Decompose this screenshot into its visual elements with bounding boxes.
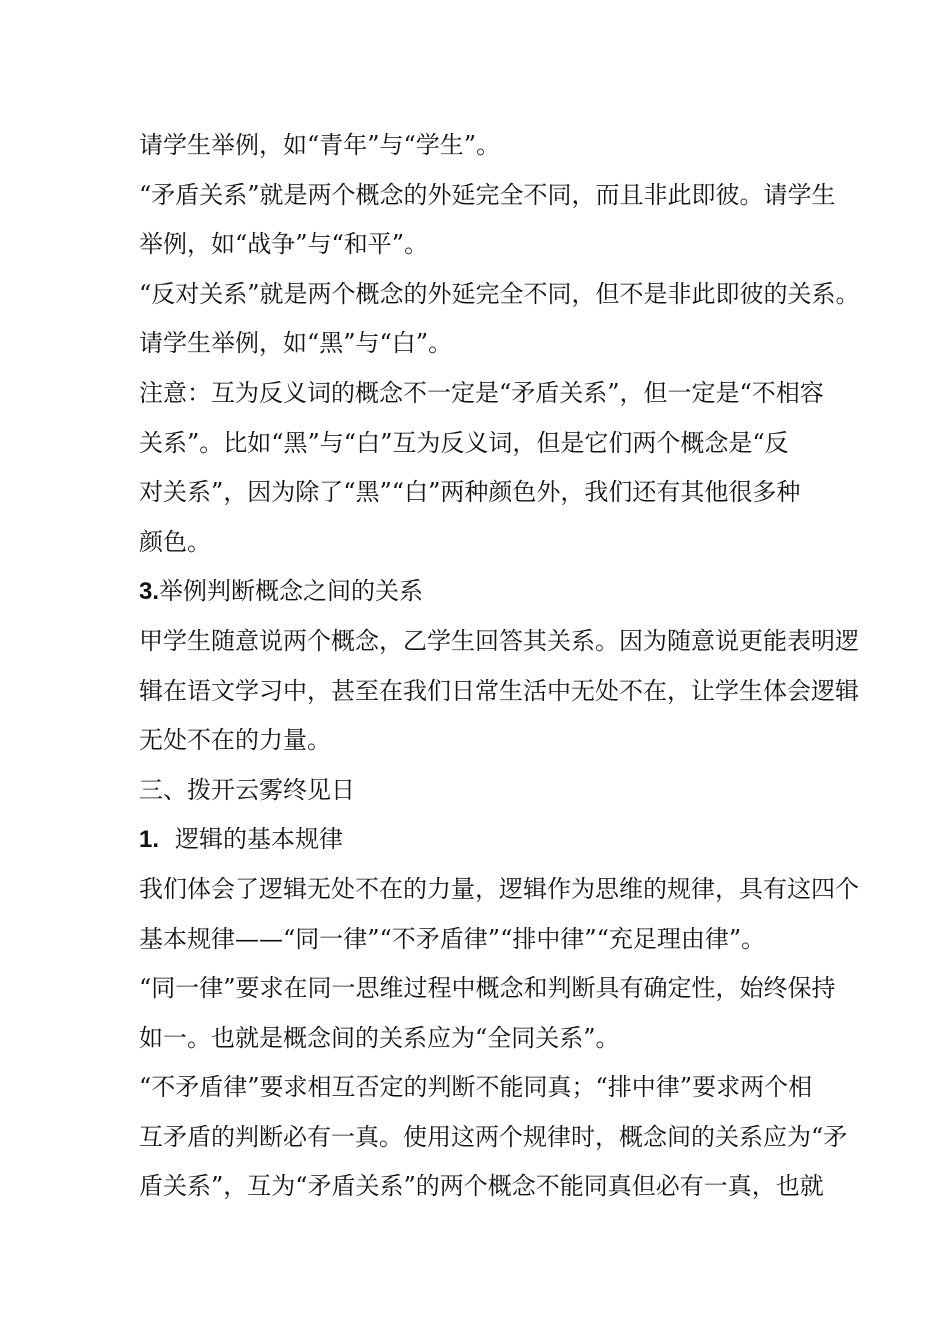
paragraph-line: 甲学生随意说两个概念，乙学生回答其关系。因为随意说更能表明逻 xyxy=(139,626,859,655)
paragraph-line: 颜色。 xyxy=(139,527,211,556)
paragraph-line: 我们体会了逻辑无处不在的力量，逻辑作为思维的规律，具有这四个 xyxy=(139,874,859,903)
paragraph-line: 互矛盾的判断必有一真。使用这两个规律时，概念间的关系应为“矛 xyxy=(139,1122,848,1151)
paragraph-line: “反对关系”就是两个概念的外延完全不同，但不是非此即彼的关系。 xyxy=(139,279,860,308)
section-heading-3 xyxy=(139,567,819,617)
section-number: 1. xyxy=(139,826,160,854)
body-text xyxy=(139,121,860,1212)
paragraph-line: “同一律”要求在同一思维过程中概念和判断具有确定性，始终保持 xyxy=(139,974,836,1003)
paragraph-line: 盾关系”，互为“矛盾关系”的两个概念不能同真但必有一真，也就 xyxy=(139,1172,824,1201)
paragraph-line: 如一。也就是概念间的关系应为“全同关系”。 xyxy=(139,1023,620,1052)
paragraph-line: 注意：互为反义词的概念不一定是“矛盾关系”，但一定是“不相容 xyxy=(139,378,824,407)
section-title: 举例判断概念之间的关系 xyxy=(159,577,424,606)
paragraph-line: 对关系”，因为除了“黑”“白”两种颜色外，我们还有其他很多种 xyxy=(139,478,801,507)
paragraph-line: “矛盾关系”就是两个概念的外延完全不同，而且非此即彼。请学生 xyxy=(139,180,836,209)
paragraph-line: 请学生举例，如“青年”与“学生”。 xyxy=(139,131,501,159)
paragraph-line: 举例，如“战争”与“和平”。 xyxy=(139,230,429,259)
paragraph-line: 辑在语文学习中，甚至在我们日常生活中无处不在，让学生体会逻辑 xyxy=(139,676,859,705)
paragraph-line: “不矛盾律”要求相互否定的判断不能同真；“排中律”要求两个相 xyxy=(139,1073,813,1102)
paragraph-line: 基本规律——“同一律”“不矛盾律”“排中律”“充足理由律”。 xyxy=(139,924,766,953)
section-number: 3. xyxy=(139,578,160,606)
paragraph-line: 请学生举例，如“黑”与“白”。 xyxy=(139,329,453,358)
paragraph-line: 无处不在的力量。 xyxy=(139,726,331,755)
paragraph-line: 关系”。比如“黑”与“白”互为反义词，但是它们两个概念是“反 xyxy=(139,428,789,457)
section-heading-1 xyxy=(139,815,819,865)
chapter-heading: 三、拨开云雾终见日 xyxy=(139,775,355,804)
section-title: 逻辑的基本规律 xyxy=(175,825,344,854)
